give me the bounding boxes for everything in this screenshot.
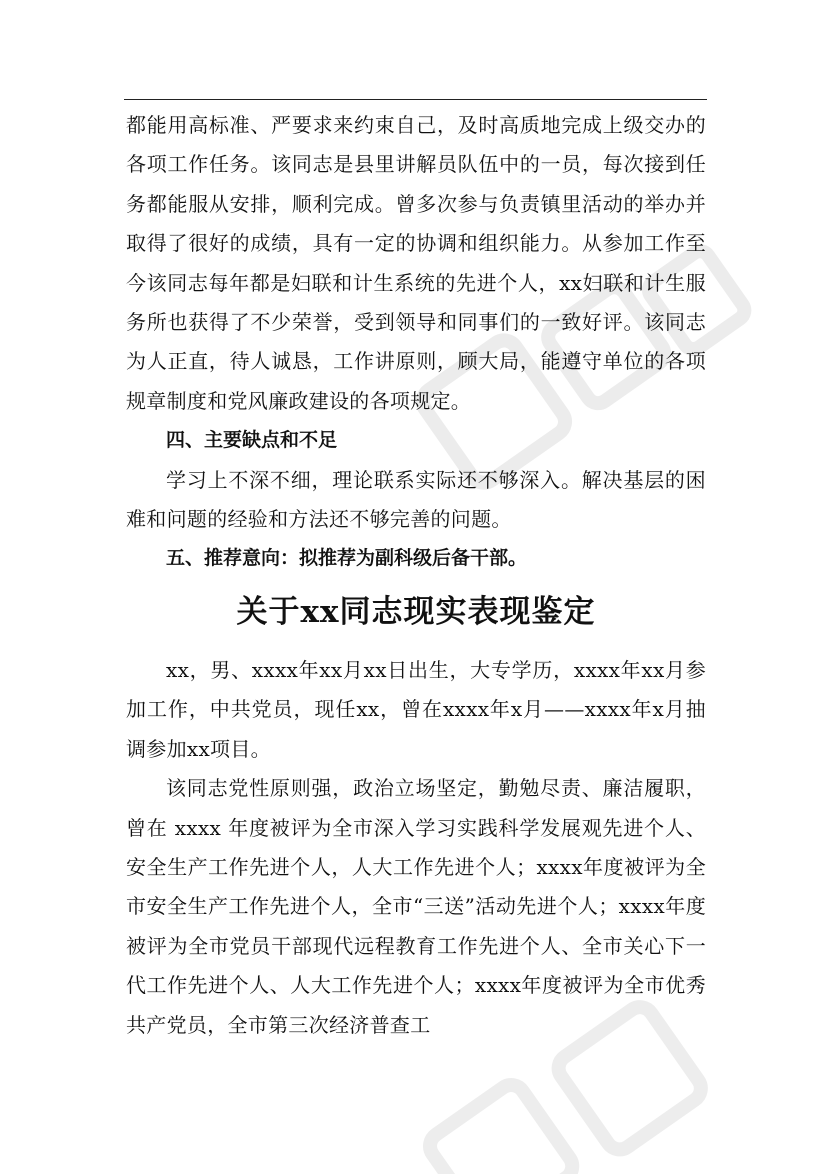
section-four-text: 学习上不深不细，理论联系实际还不够深入。解决基层的困难和问题的经验和方法还不够完善的问题。 <box>126 467 706 532</box>
intro-paragraph: xx，男、xxxx年xx月xx日出生，大专学历，xxxx年xx月参加工作，中共党员，现任xx，曾在xxxx年x月——xxxx年x月抽调参加xx项目。 <box>126 657 706 761</box>
document-title: 关于xx同志现实表现鉴定 <box>236 593 596 630</box>
section-five-heading: 五、推荐意向：拟推荐为副科级后备干部。 <box>166 547 528 570</box>
merits-paragraph: 该同志党性原则强，政治立场坚定，勤勉尽责、廉洁履职，曾在 xxxx 年度被评为全市深入学习实践科学发展观先进个人、安全生产工作先进个人，人大工作先进个人；xxxx年度被评为全市安全生产工作先进个人，全市“三送”活动先进个人；xxxx年度被评为全市党员干部现代远程教育工作先进个人、全市关心下一代工作先进个人、人大工作先进个人；xxxx年度被评为全市优秀共产党员，全市第三次经济普查工 <box>126 776 706 1037</box>
document-body <box>126 106 706 1045</box>
section-four-heading: 四、主要缺点和不足 <box>166 429 338 452</box>
continued-paragraph: 都能用高标准、严要求来约束自己，及时高质地完成上级交办的各项工作任务。该同志是县里讲解员队伍中的一员，每次接到任务都能服从安排，顺利完成。曾多次参与负责镇里活动的举办并取得了很好的成绩，具有一定的协调和组织能力。从参加工作至今该同志每年都是妇联和计生系统的先进个人，xx妇联和计生服务所也获得了不少荣誉，受到领导和同事们的一致好评。该同志为人正直，待人诚恳，工作讲原则，顾大局，能遵守单位的各项规章制度和党风廉政建设的各项规定。 <box>126 113 706 413</box>
header-rule <box>124 99 707 100</box>
